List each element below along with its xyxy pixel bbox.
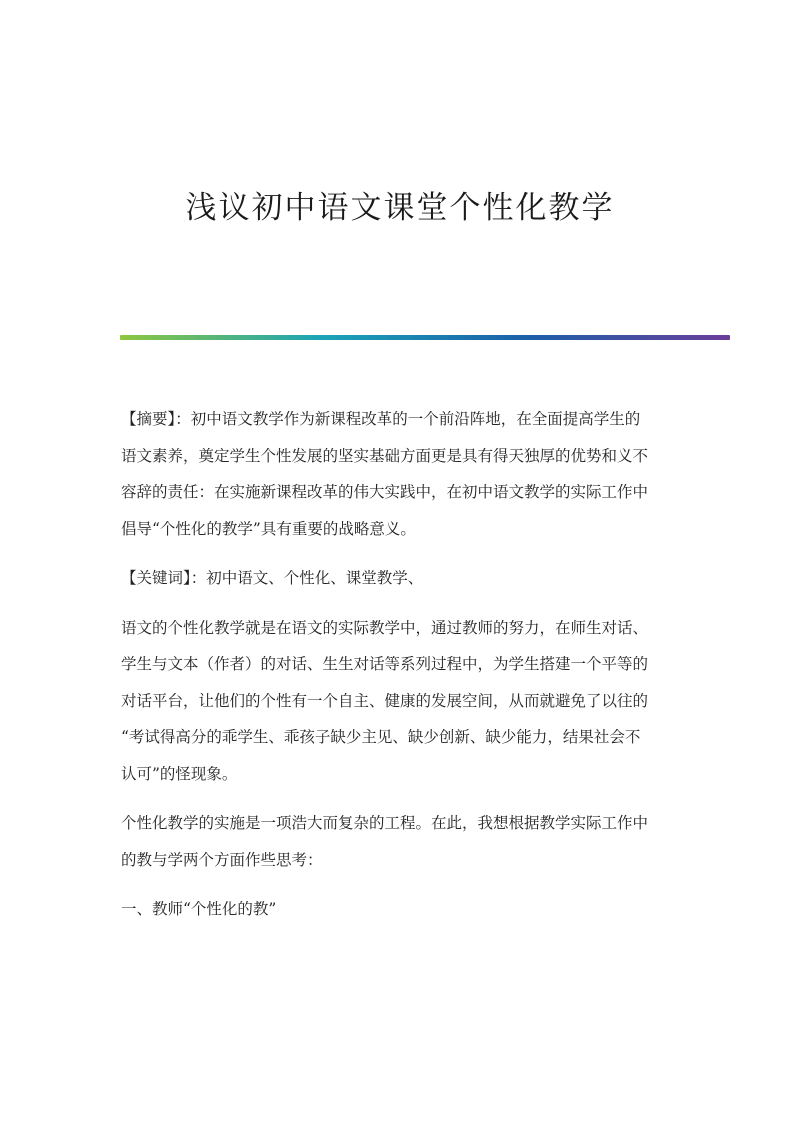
text-line: 容辞的责任：在实施新课程改革的伟大实践中，在初中语文教学的实际工作中 xyxy=(121,483,649,501)
text-line: 【关键词】：初中语文、个性化、课堂教学、 xyxy=(121,569,424,587)
text-line: 【摘要】：初中语文教学作为新课程改革的一个前沿阵地，在全面提高学生的 xyxy=(121,410,641,428)
text-line: 学生与文本（作者）的对话、生生对话等系列过程中，为学生搭建一个平等的 xyxy=(121,655,649,673)
abstract-paragraph xyxy=(121,401,677,547)
document-body xyxy=(121,401,677,941)
text-line: 倡导“个性化的教学”具有重要的战略意义。 xyxy=(121,519,416,538)
text-line: 语文素养，奠定学生个性发展的坚实基础方面更是具有得天独厚的优势和义不 xyxy=(121,446,649,465)
section-heading xyxy=(121,891,677,928)
text-line: 个性化教学的实施是一项浩大而复杂的工程。在此，我想根据教学实际工作中 xyxy=(121,814,649,832)
text-line: 一、教师“个性化的教” xyxy=(121,900,277,918)
text-line: “考试得高分的乖学生、乖孩子缺少主见、缺少创新、缺少能力，结果社会不 xyxy=(121,728,641,746)
text-line: 的教与学两个方面作些思考： xyxy=(121,850,323,869)
text-line: 认可”的怪现象。 xyxy=(121,764,238,783)
body-paragraph xyxy=(121,805,677,878)
title-divider xyxy=(120,335,730,340)
document-title: 浅议初中语文课堂个性化教学 xyxy=(185,190,615,226)
keywords-paragraph xyxy=(121,560,677,597)
text-line: 对话平台，让他们的个性有一个自主、健康的发展空间，从而就避免了以往的 xyxy=(121,691,649,710)
body-paragraph xyxy=(121,610,677,793)
text-line: 语文的个性化教学就是在语文的实际教学中，通过教师的努力，在师生对话、 xyxy=(121,618,649,637)
